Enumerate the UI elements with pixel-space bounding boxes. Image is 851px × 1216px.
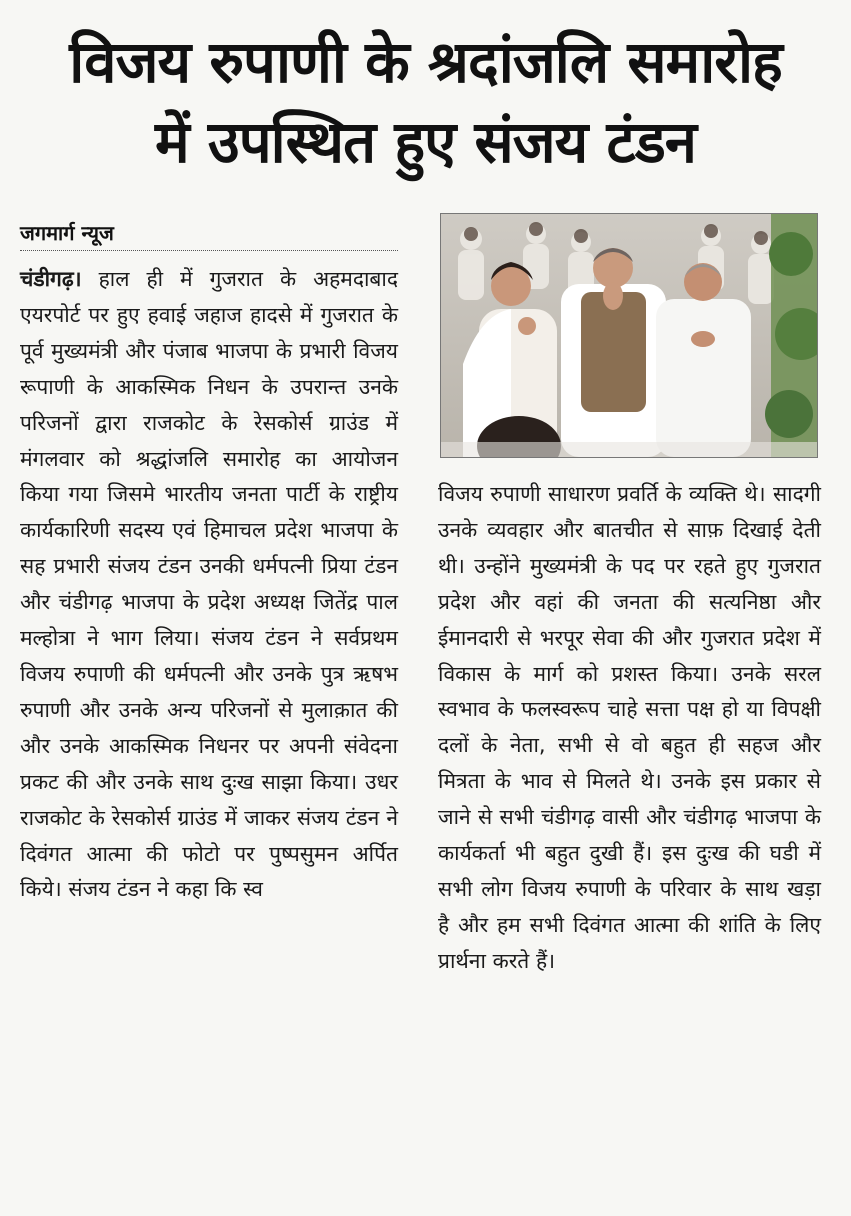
byline: जगमार्ग न्यूज (20, 218, 398, 251)
article-paragraph-1 (20, 262, 398, 908)
article-paragraph-2: विजय रुपाणी साधारण प्रवर्ति के व्यक्ति थे। सादगी उनके व्यवहार और बातचीत से साफ़ दिखाई देती थी। उन्होंने मुख्यमंत्री के पद पर रहते हुए गुजरात प्रदेश और वहां की जनता की सत्यनिष्ठा और ईमानदारी से भरपूर सेवा की और गुजरात प्रदेश में विकास के मार्ग को प्रशस्त किया। उनके सरल स्वभाव के फलस्वरूप चाहे सत्ता पक्ष हो या विपक्षी दलों के नेता, सभी से वो बहुत ही सहज और मित्रता के भाव से मिलते थे। उनके इस प्रकार से जाने से सभी चंडीगढ़ वासी और चंडीगढ़ भाजपा के कार्यकर्ता भी बहुत दुखी हैं। इस दुःख की घडी में सभी लोग विजय रुपाणी के परिवार के साथ खड़ा है और हम सभी दिवंगत आत्मा की शांति के लिए प्रार्थना करते हैं। (438, 482, 821, 973)
news-photo (440, 213, 818, 458)
previous-article-cutoff (0, 0, 851, 10)
article-column-2 (438, 477, 821, 980)
headline (0, 22, 851, 182)
dateline: चंडीगढ़। (20, 267, 82, 291)
article-column-1 (20, 262, 398, 908)
article-body-part-1: हाल ही में गुजरात के अहमदाबाद एयरपोर्ट पर हुए हवाई जहाज हादसे में गुजरात के पूर्व मुख्यमंत्री और पंजाब भाजपा के प्रभारी विजय रूपाणी के आकस्मिक निधन के उपरान्त उनके परिजनों द्वारा राजकोट के रेसकोर्स ग्राउंड में मंगलवार को श्रद्धांजलि समारोह का आयोजन किया गया जिसमे भारतीय जनता पार्टी के राष्ट्रीय कार्यकारिणी सदस्य एवं हिमाचल प्रदेश भाजपा के सह प्रभारी संजय टंडन उनकी धर्मपत्नी प्रिया टंडन और चंडीगढ़ भाजपा के प्रदेश अध्यक्ष जितेंद्र पाल मल्होत्रा ने भाग लिया। संजय टंडन ने सर्वप्रथम विजय रुपाणी की धर्मपत्नी और उनके पुत्र ऋषभ रुपाणी और उनके अन्य परिजनों से मुलाक़ात की और उनके आकस्मिक निधनर पर अपनी संवेदना प्रकट की और उनके साथ दुःख साझा किया। उधर राजकोट के रेसकोर्स ग्राउंड में जाकर संजय टंडन ने दिवंगत आत्मा की फोटो पर पुष्पसुमन अर्पित किये। संजय टंडन ने कहा कि स्व (20, 267, 398, 902)
headline-line-2: में उपस्थित हुए संजय टंडन (155, 108, 696, 176)
tribute-event-photo (441, 214, 817, 457)
headline-line-1: विजय रुपाणी के श्रदांजलि समारोह (69, 28, 782, 96)
